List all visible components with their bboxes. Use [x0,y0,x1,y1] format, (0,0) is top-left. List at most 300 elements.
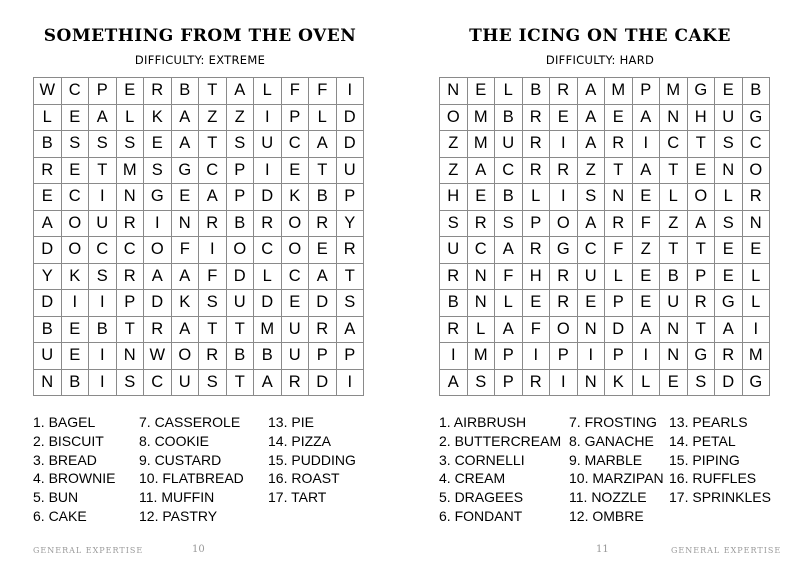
grid-cell: L [467,316,495,343]
grid-row [34,210,364,237]
grid-cell: T [199,131,227,158]
grid-cell: E [116,78,144,105]
word-list-column [139,413,244,526]
word-item: 5. BUN [33,489,79,506]
grid-cell: A [715,316,743,343]
grid-row [34,369,364,396]
grid-cell: F [632,210,660,237]
word-item: 2. BUTTERCREAM [439,432,562,449]
grid-cell: R [199,343,227,370]
word-item: 11. NOZZLE [569,489,647,506]
grid-cell: S [199,290,227,317]
grid-cell: G [687,78,715,105]
grid-cell: A [254,369,282,396]
grid-cell: F [495,263,523,290]
grid-cell: Z [440,157,468,184]
grid-cell: L [522,184,550,211]
grid-cell: R [605,131,633,158]
word-item: 3. BREAD [33,451,97,468]
grid-cell: S [61,131,89,158]
grid-cell: S [495,210,523,237]
grid-cell: I [144,210,172,237]
grid-cell: N [715,157,743,184]
grid-cell: I [61,290,89,317]
grid-cell: I [89,343,117,370]
word-item: 13. PIE [268,414,314,430]
grid-row [440,369,770,396]
grid-cell: T [687,316,715,343]
grid-cell: Z [632,237,660,264]
grid-cell: B [309,184,337,211]
grid-cell: P [226,157,254,184]
grid-row [440,78,770,105]
grid-cell: A [495,316,523,343]
grid-cell: M [660,78,688,105]
grid-cell: N [660,343,688,370]
puzzle-title: SOMETHING FROM THE OVEN [43,26,357,46]
grid-cell: E [144,131,172,158]
grid-cell: T [605,157,633,184]
grid-cell: R [550,78,578,105]
grid-cell: E [61,104,89,131]
grid-cell: D [226,263,254,290]
grid-cell: C [495,157,523,184]
grid-cell: R [116,210,144,237]
grid-cell: R [144,316,172,343]
grid-cell: A [309,131,337,158]
grid-cell: E [715,237,743,264]
word-item: 10. MARZIPAN [569,470,664,487]
grid-cell: Z [577,157,605,184]
word-list-column [669,413,771,507]
grid-cell: F [605,237,633,264]
grid-cell: M [742,343,770,370]
grid-cell: N [171,210,199,237]
grid-cell: I [336,369,364,396]
grid-cell: E [687,157,715,184]
grid-cell: M [467,343,495,370]
footer-text: GENERAL EXPERTISE [33,546,144,555]
grid-cell: E [715,78,743,105]
grid-cell: I [550,369,578,396]
grid-cell: E [34,184,62,211]
grid-cell: S [467,369,495,396]
grid-cell: L [715,184,743,211]
grid-cell: E [577,290,605,317]
grid-cell: S [226,131,254,158]
grid-cell: D [715,369,743,396]
difficulty-label: DIFFICULTY: EXTREME [134,53,266,67]
grid-cell: E [467,78,495,105]
grid-cell: A [577,104,605,131]
grid-cell: P [632,78,660,105]
grid-row [34,131,364,158]
grid-cell: U [440,237,468,264]
grid-cell: K [144,104,172,131]
grid-cell: R [605,210,633,237]
grid-cell: R [550,157,578,184]
word-item: 9. MARBLE [569,451,643,468]
grid-cell: O [61,237,89,264]
grid-cell: T [687,237,715,264]
word-item: 7. CASSEROLE [139,414,241,430]
grid-cell: S [144,157,172,184]
grid-cell: R [522,237,550,264]
grid-cell: N [605,184,633,211]
word-item: 6. FONDANT [439,507,523,524]
grid-cell: E [550,104,578,131]
grid-cell: G [550,237,578,264]
grid-cell: P [309,343,337,370]
grid-cell: A [632,104,660,131]
grid-cell: E [61,343,89,370]
grid-cell: O [144,237,172,264]
grid-cell: S [89,263,117,290]
grid-cell: N [577,369,605,396]
grid-cell: I [254,104,282,131]
grid-cell: R [281,369,309,396]
grid-cell: B [61,369,89,396]
grid-cell: K [605,369,633,396]
grid-cell: E [309,237,337,264]
grid-cell: U [254,131,282,158]
grid-cell: A [171,263,199,290]
grid-row [34,78,364,105]
grid-cell: Z [226,104,254,131]
word-item: 9. CUSTARD [139,451,222,468]
word-item: 1. BAGEL [33,414,96,430]
grid-cell: C [144,369,172,396]
grid-cell: M [467,131,495,158]
grid-cell: Z [660,210,688,237]
word-item: 6. CAKE [33,507,87,524]
grid-cell: N [742,210,770,237]
grid-cell: R [522,157,550,184]
grid-cell: C [199,157,227,184]
grid-cell: A [577,210,605,237]
grid-row [440,157,770,184]
grid-cell: T [89,157,117,184]
grid-cell: I [522,343,550,370]
right-page [400,0,800,575]
grid-cell: I [577,343,605,370]
grid-cell: E [715,263,743,290]
grid-cell: A [632,157,660,184]
grid-cell: R [522,369,550,396]
grid-cell: A [467,157,495,184]
grid-cell: C [742,131,770,158]
grid-cell: R [34,157,62,184]
grid-row [440,290,770,317]
grid-cell: T [199,78,227,105]
word-item: 15. PUDDING [268,451,356,468]
grid-cell: U [281,316,309,343]
puzzle-title: THE ICING ON THE CAKE [469,26,731,46]
grid-cell: A [577,131,605,158]
grid-cell: F [281,78,309,105]
grid-cell: R [522,131,550,158]
grid-cell: R [440,316,468,343]
grid-row [440,237,770,264]
grid-cell: U [34,343,62,370]
word-item: 8. GANACHE [569,432,654,449]
word-item: 7. FROSTING [569,414,657,430]
grid-row [440,343,770,370]
word-list-column [33,413,115,526]
grid-cell: B [226,343,254,370]
grid-cell: M [467,104,495,131]
word-item: 10. FLATBREAD [139,470,244,487]
grid-cell: E [632,184,660,211]
grid-cell: H [522,263,550,290]
grid-cell: U [336,157,364,184]
grid-cell: E [632,290,660,317]
grid-cell: Y [336,210,364,237]
footer-text: GENERAL EXPERTISE [671,546,782,555]
grid-cell: O [440,104,468,131]
grid-cell: Y [34,263,62,290]
grid-cell: E [522,290,550,317]
grid-cell: M [116,157,144,184]
grid-cell: E [281,157,309,184]
grid-cell: S [715,210,743,237]
grid-cell: E [61,157,89,184]
grid-cell: L [309,104,337,131]
grid-cell: B [660,263,688,290]
grid-cell: A [89,104,117,131]
grid-cell: U [281,343,309,370]
word-item: 8. COOKIE [139,432,210,449]
grid-cell: D [605,316,633,343]
grid-cell: L [254,78,282,105]
grid-cell: R [522,104,550,131]
grid-cell: S [116,369,144,396]
grid-cell: E [660,369,688,396]
grid-cell: A [171,316,199,343]
grid-cell: R [254,210,282,237]
grid-cell: I [199,237,227,264]
word-item: 1. AIRBRUSH [439,414,527,430]
grid-cell: A [440,369,468,396]
grid-cell: P [336,343,364,370]
grid-cell: C [467,237,495,264]
grid-cell: R [467,210,495,237]
grid-cell: P [336,184,364,211]
grid-cell: R [440,263,468,290]
grid-cell: B [440,290,468,317]
grid-cell: N [577,316,605,343]
grid-cell: D [254,290,282,317]
grid-cell: G [742,369,770,396]
grid-cell: B [254,343,282,370]
grid-cell: I [336,78,364,105]
grid-cell: M [254,316,282,343]
grid-cell: N [440,78,468,105]
grid-cell: F [309,78,337,105]
grid-cell: G [687,343,715,370]
grid-cell: I [254,157,282,184]
word-item: 12. OMBRE [569,507,644,524]
grid-cell: F [171,237,199,264]
grid-cell: S [336,290,364,317]
grid-row [440,184,770,211]
grid-cell: O [687,184,715,211]
grid-cell: G [715,290,743,317]
grid-cell: O [281,237,309,264]
grid-cell: P [116,290,144,317]
grid-cell: O [550,316,578,343]
grid-cell: M [605,78,633,105]
grid-cell: I [89,290,117,317]
grid-cell: R [309,316,337,343]
grid-cell: A [495,237,523,264]
grid-cell: A [632,316,660,343]
grid-cell: A [199,184,227,211]
grid-cell: K [61,263,89,290]
grid-cell: T [116,316,144,343]
grid-cell: B [34,316,62,343]
difficulty-label: DIFFICULTY: HARD [545,53,655,67]
grid-cell: E [467,184,495,211]
grid-cell: I [89,184,117,211]
grid-cell: N [660,104,688,131]
grid-cell: D [254,184,282,211]
grid-cell: A [144,263,172,290]
grid-cell: A [171,131,199,158]
grid-cell: R [309,210,337,237]
grid-cell: A [226,78,254,105]
grid-cell: N [34,369,62,396]
word-item: 3. CORNELLI [439,451,525,468]
grid-cell: P [605,343,633,370]
grid-cell: O [61,210,89,237]
grid-cell: U [577,263,605,290]
grid-cell: T [226,369,254,396]
grid-cell: C [577,237,605,264]
grid-cell: L [660,184,688,211]
grid-cell: N [116,343,144,370]
grid-cell: U [171,369,199,396]
grid-cell: L [495,290,523,317]
grid-cell: T [226,316,254,343]
grid-row [34,263,364,290]
grid-cell: U [660,290,688,317]
grid-cell: U [495,131,523,158]
grid-cell: P [281,104,309,131]
word-item: 12. PASTRY [139,507,218,524]
grid-cell: P [550,343,578,370]
grid-cell: P [687,263,715,290]
grid-row [34,290,364,317]
word-item: 17. SPRINKLES [669,489,771,506]
grid-cell: C [281,131,309,158]
grid-cell: G [144,184,172,211]
grid-cell: B [495,184,523,211]
grid-cell: A [309,263,337,290]
word-item: 13. PEARLS [669,414,748,430]
word-item: 11. MUFFIN [139,489,215,506]
grid-cell: C [89,237,117,264]
grid-cell: D [336,104,364,131]
grid-cell: U [715,104,743,131]
grid-cell: P [495,343,523,370]
grid-cell: R [116,263,144,290]
grid-cell: H [440,184,468,211]
grid-cell: A [34,210,62,237]
grid-row [440,316,770,343]
grid-cell: I [632,131,660,158]
grid-cell: O [226,237,254,264]
grid-row [34,237,364,264]
grid-row [440,104,770,131]
grid-cell: P [605,290,633,317]
grid-cell: L [632,369,660,396]
grid-cell: R [687,290,715,317]
grid-cell: S [199,369,227,396]
grid-cell: N [467,263,495,290]
grid-cell: E [61,316,89,343]
grid-cell: S [89,131,117,158]
grid-row [34,316,364,343]
grid-cell: E [281,290,309,317]
grid-cell: O [281,210,309,237]
grid-cell: S [116,131,144,158]
grid-cell: D [144,290,172,317]
word-list-column [268,413,356,507]
grid-cell: L [254,263,282,290]
word-item: 14. PIZZA [268,432,332,449]
grid-cell: E [742,237,770,264]
word-item: 16. ROAST [268,470,340,487]
grid-cell: E [632,263,660,290]
grid-cell: P [522,210,550,237]
grid-cell: B [171,78,199,105]
grid-cell: S [440,210,468,237]
grid-cell: S [715,131,743,158]
grid-cell: G [742,104,770,131]
grid-cell: E [605,104,633,131]
grid-cell: C [61,78,89,105]
grid-cell: I [550,131,578,158]
grid-cell: B [522,78,550,105]
grid-cell: K [171,290,199,317]
word-search-grid [33,77,364,396]
word-item: 17. TART [268,489,327,506]
grid-cell: R [715,343,743,370]
grid-cell: C [116,237,144,264]
grid-cell: A [336,316,364,343]
grid-cell: A [171,104,199,131]
grid-cell: N [467,290,495,317]
grid-cell: T [660,237,688,264]
grid-row [34,343,364,370]
grid-cell: D [309,290,337,317]
grid-cell: I [742,316,770,343]
grid-cell: B [34,131,62,158]
grid-cell: S [687,369,715,396]
word-item: 15. PIPING [669,451,740,468]
grid-cell: L [34,104,62,131]
grid-cell: W [34,78,62,105]
grid-cell: C [61,184,89,211]
grid-cell: G [171,157,199,184]
grid-row [34,184,364,211]
grid-cell: I [632,343,660,370]
grid-cell: E [171,184,199,211]
grid-cell: R [336,237,364,264]
word-item: 16. RUFFLES [669,470,757,487]
grid-cell: R [550,290,578,317]
